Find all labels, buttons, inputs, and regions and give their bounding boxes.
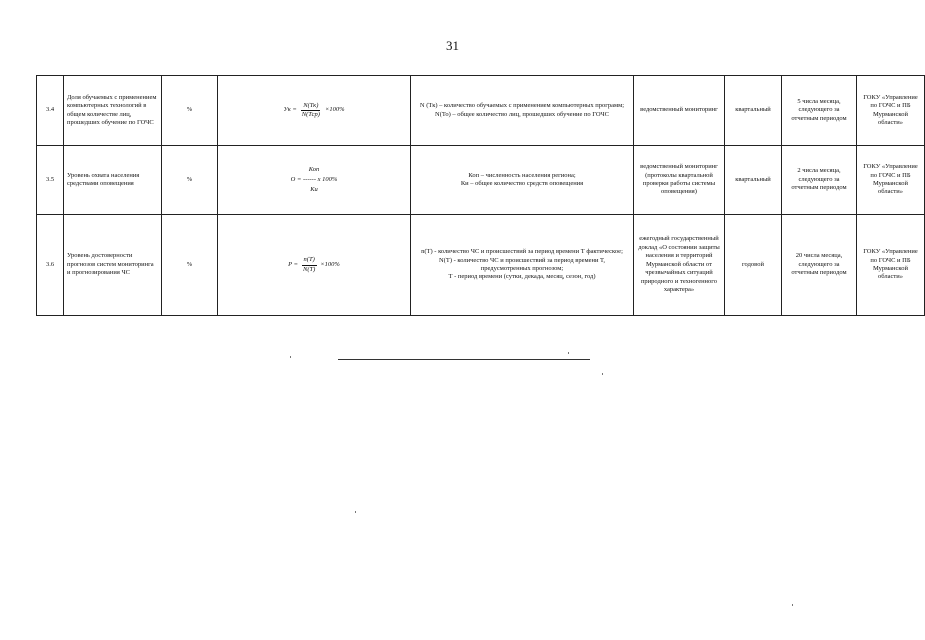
description-line: N(T) - количество ЧС и происшествий за период времени Т, предусмотренных прогнозом; xyxy=(438,256,606,272)
formula-middle xyxy=(291,175,338,185)
indicator-name: Уровень охвата населения средствами оповещения xyxy=(64,146,162,215)
formula-top: Коп xyxy=(308,166,320,174)
scan-speck xyxy=(290,356,291,358)
end-rule xyxy=(338,359,590,360)
formula xyxy=(218,146,411,215)
indicators-table xyxy=(36,75,925,316)
table-row xyxy=(37,215,925,316)
formula-suffix: ×100% xyxy=(320,260,340,268)
data-source: ведомственный мониторинг (протоколы квартальной проверки работы системы оповещения) xyxy=(634,146,725,215)
row-number: 3.6 xyxy=(37,215,64,316)
formula-fraction xyxy=(300,102,322,120)
periodicity: квартальный xyxy=(725,76,782,146)
periodicity: квартальный xyxy=(725,146,782,215)
description-line: n(T) - количество ЧС и происшествий за период времени Т фактическое; xyxy=(421,248,623,256)
data-source: ежегодный государственный доклад «О состоянии защиты населения и территорий Мурманской области от чрезвычайных ситуаций природного и техногенного характера» xyxy=(634,215,725,316)
responsible: ГОКУ «Управление по ГОЧС и ПБ Мурманской области» xyxy=(857,76,925,146)
variable-description xyxy=(411,215,634,316)
deadline: 20 числа месяца, следующего за отчетным периодом xyxy=(782,215,857,316)
description-line: N(То) – общее количество лиц, прошедших обучение по ГОЧС xyxy=(435,110,609,118)
formula-lhs: Ук = xyxy=(283,106,297,114)
formula-bottom: Ки xyxy=(310,185,318,193)
responsible: ГОКУ «Управление по ГОЧС и ПБ Мурманской области» xyxy=(857,146,925,215)
formula-dashes: ------ xyxy=(303,176,317,184)
formula-numerator: n(T) xyxy=(302,256,317,265)
data-source: ведомственный мониторинг xyxy=(634,76,725,146)
formula-lhs: P = xyxy=(288,260,299,268)
scan-speck xyxy=(602,373,603,375)
unit: % xyxy=(162,215,218,316)
table-row xyxy=(37,76,925,146)
formula-numerator: N(Тк) xyxy=(301,102,320,111)
formula-denominator: N(Тср) xyxy=(301,111,320,118)
formula-denominator: N(T) xyxy=(303,265,316,273)
formula-lhs: О = xyxy=(290,176,302,184)
responsible: ГОКУ «Управление по ГОЧС и ПБ Мурманской области» xyxy=(857,215,925,316)
description-line: Т - период времени (сутки, декада, месяц, сезон, год) xyxy=(448,273,596,281)
indicator-name: Уровень достоверности прогнозов систем мониторинга и прогнозирования ЧС xyxy=(64,215,162,316)
row-number: 3.5 xyxy=(37,146,64,215)
variable-description xyxy=(411,146,634,215)
scan-speck xyxy=(792,604,793,606)
deadline: 5 числа месяца, следующего за отчетным периодом xyxy=(782,76,857,146)
formula-suffix: х 100% xyxy=(317,176,338,184)
deadline: 2 числа месяца, следующего за отчетным периодом xyxy=(782,146,857,215)
formula xyxy=(218,76,411,146)
description-line: Коп – численность населения региона; xyxy=(468,171,576,179)
formula-fraction xyxy=(301,256,317,274)
variable-description xyxy=(411,76,634,146)
unit: % xyxy=(162,146,218,215)
indicator-name: Доля обучаемых с применением компьютерных технологий в общем количестве лиц, прошедших обучение по ГОЧС xyxy=(64,76,162,146)
row-number: 3.4 xyxy=(37,76,64,146)
page-number: 31 xyxy=(446,38,459,53)
scan-speck xyxy=(568,352,569,354)
description-line: Ки – общее количество средств оповещения xyxy=(460,180,584,187)
description-line: N (Тк) – количество обучаемых с применением компьютерных программ; xyxy=(419,102,625,110)
formula-suffix: ×100% xyxy=(324,106,345,114)
periodicity: годовой xyxy=(725,215,782,316)
unit: % xyxy=(162,76,218,146)
scan-speck xyxy=(355,511,356,513)
formula xyxy=(218,215,411,316)
table-row xyxy=(37,146,925,215)
